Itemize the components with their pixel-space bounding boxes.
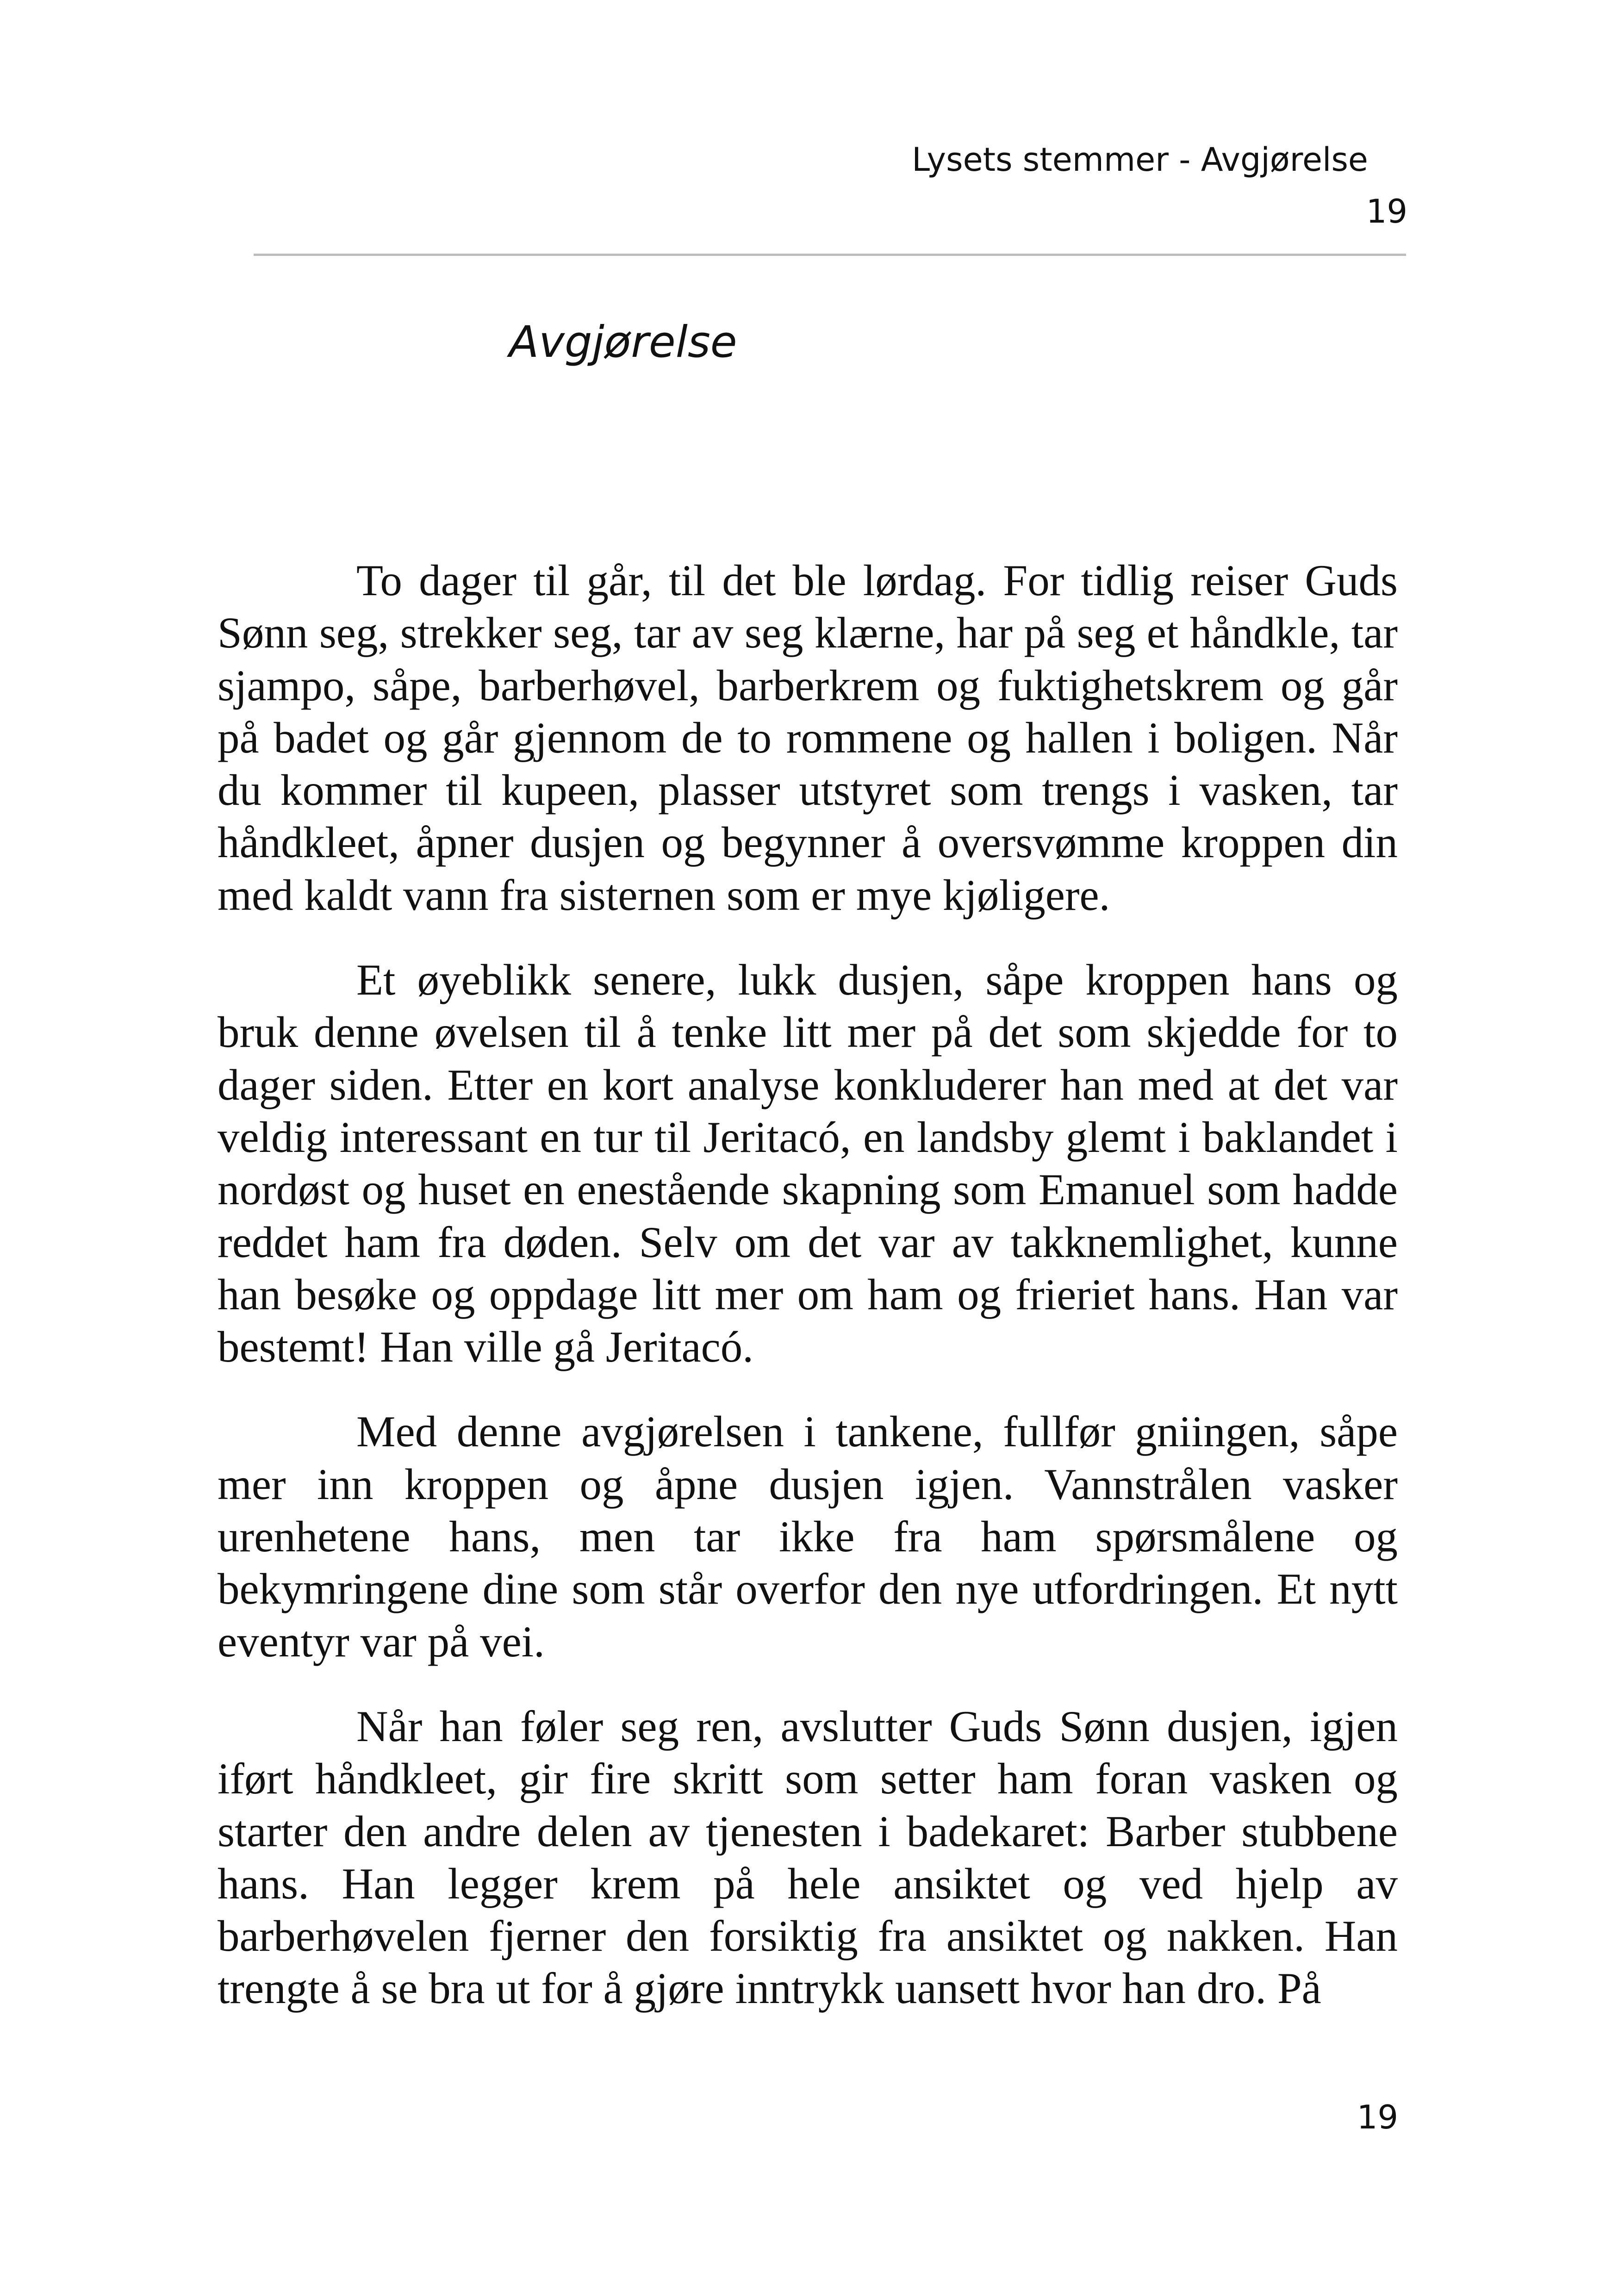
paragraph-4: Når han føler seg ren, avslutter Guds Sønn dusjen, igjen iført håndkleet, gir fire skritt som setter ham foran vasken og starter den andre delen av tjenesten i badekaret: Barber stubbene hans. Han legger krem på hele ansiktet og ved hjelp av barberhøvelen fjerner den forsiktig fra ansiktet og nakken. Han trengte å se bra ut for å gjøre inntrykk uansett hvor han dro. På: [218, 1701, 1398, 2013]
body-text: [218, 554, 1398, 2015]
footer-page-number: 19: [1357, 2098, 1398, 2136]
header-page-number: 19: [1366, 193, 1407, 230]
header-divider: [254, 254, 1406, 256]
paragraph-3: Med denne avgjørelsen i tankene, fullfør gniingen, såpe mer inn kroppen og åpne dusjen igjen. Vannstrålen vasker urenhetene hans, men tar ikke fra ham spørsmålene og bekymringene dine som står overfor den nye utfordringen. Et nytt eventyr var på vei.: [218, 1407, 1398, 1666]
paragraph-2: Et øyeblikk senere, lukk dusjen, såpe kroppen hans og bruk denne øvelsen til å tenke litt mer på det som skjedde for to dager siden. Etter en kort analyse konkluderer han med at det var veldig interessant en tur til Jeritacó, en landsby glemt i baklandet i nordøst og huset en enestående skapning som Emanuel som hadde reddet ham fra døden. Selv om det var av takknemlighet, kunne han besøke og oppdage litt mer om ham og frieriet hans. Han var bestemt! Han ville gå Jeritacó.: [218, 955, 1398, 1372]
chapter-title: Avgjørelse: [509, 317, 737, 367]
paragraph-1: To dager til går, til det ble lørdag. For tidlig reiser Guds Sønn seg, strekker seg, tar av seg klærne, har på seg et håndkle, tar sjampo, såpe, barberhøvel, barberkrem og fuktighetskrem og går på badet og går gjennom de to rommene og hallen i boligen. Når du kommer til kupeen, plasser utstyret som trengs i vasken, tar håndkleet, åpner dusjen og begynner å oversvømme kroppen din med kaldt vann fra sisternen som er mye kjøligere.: [218, 556, 1398, 920]
running-header-title: Lysets stemmer - Avgjørelse: [912, 141, 1368, 179]
